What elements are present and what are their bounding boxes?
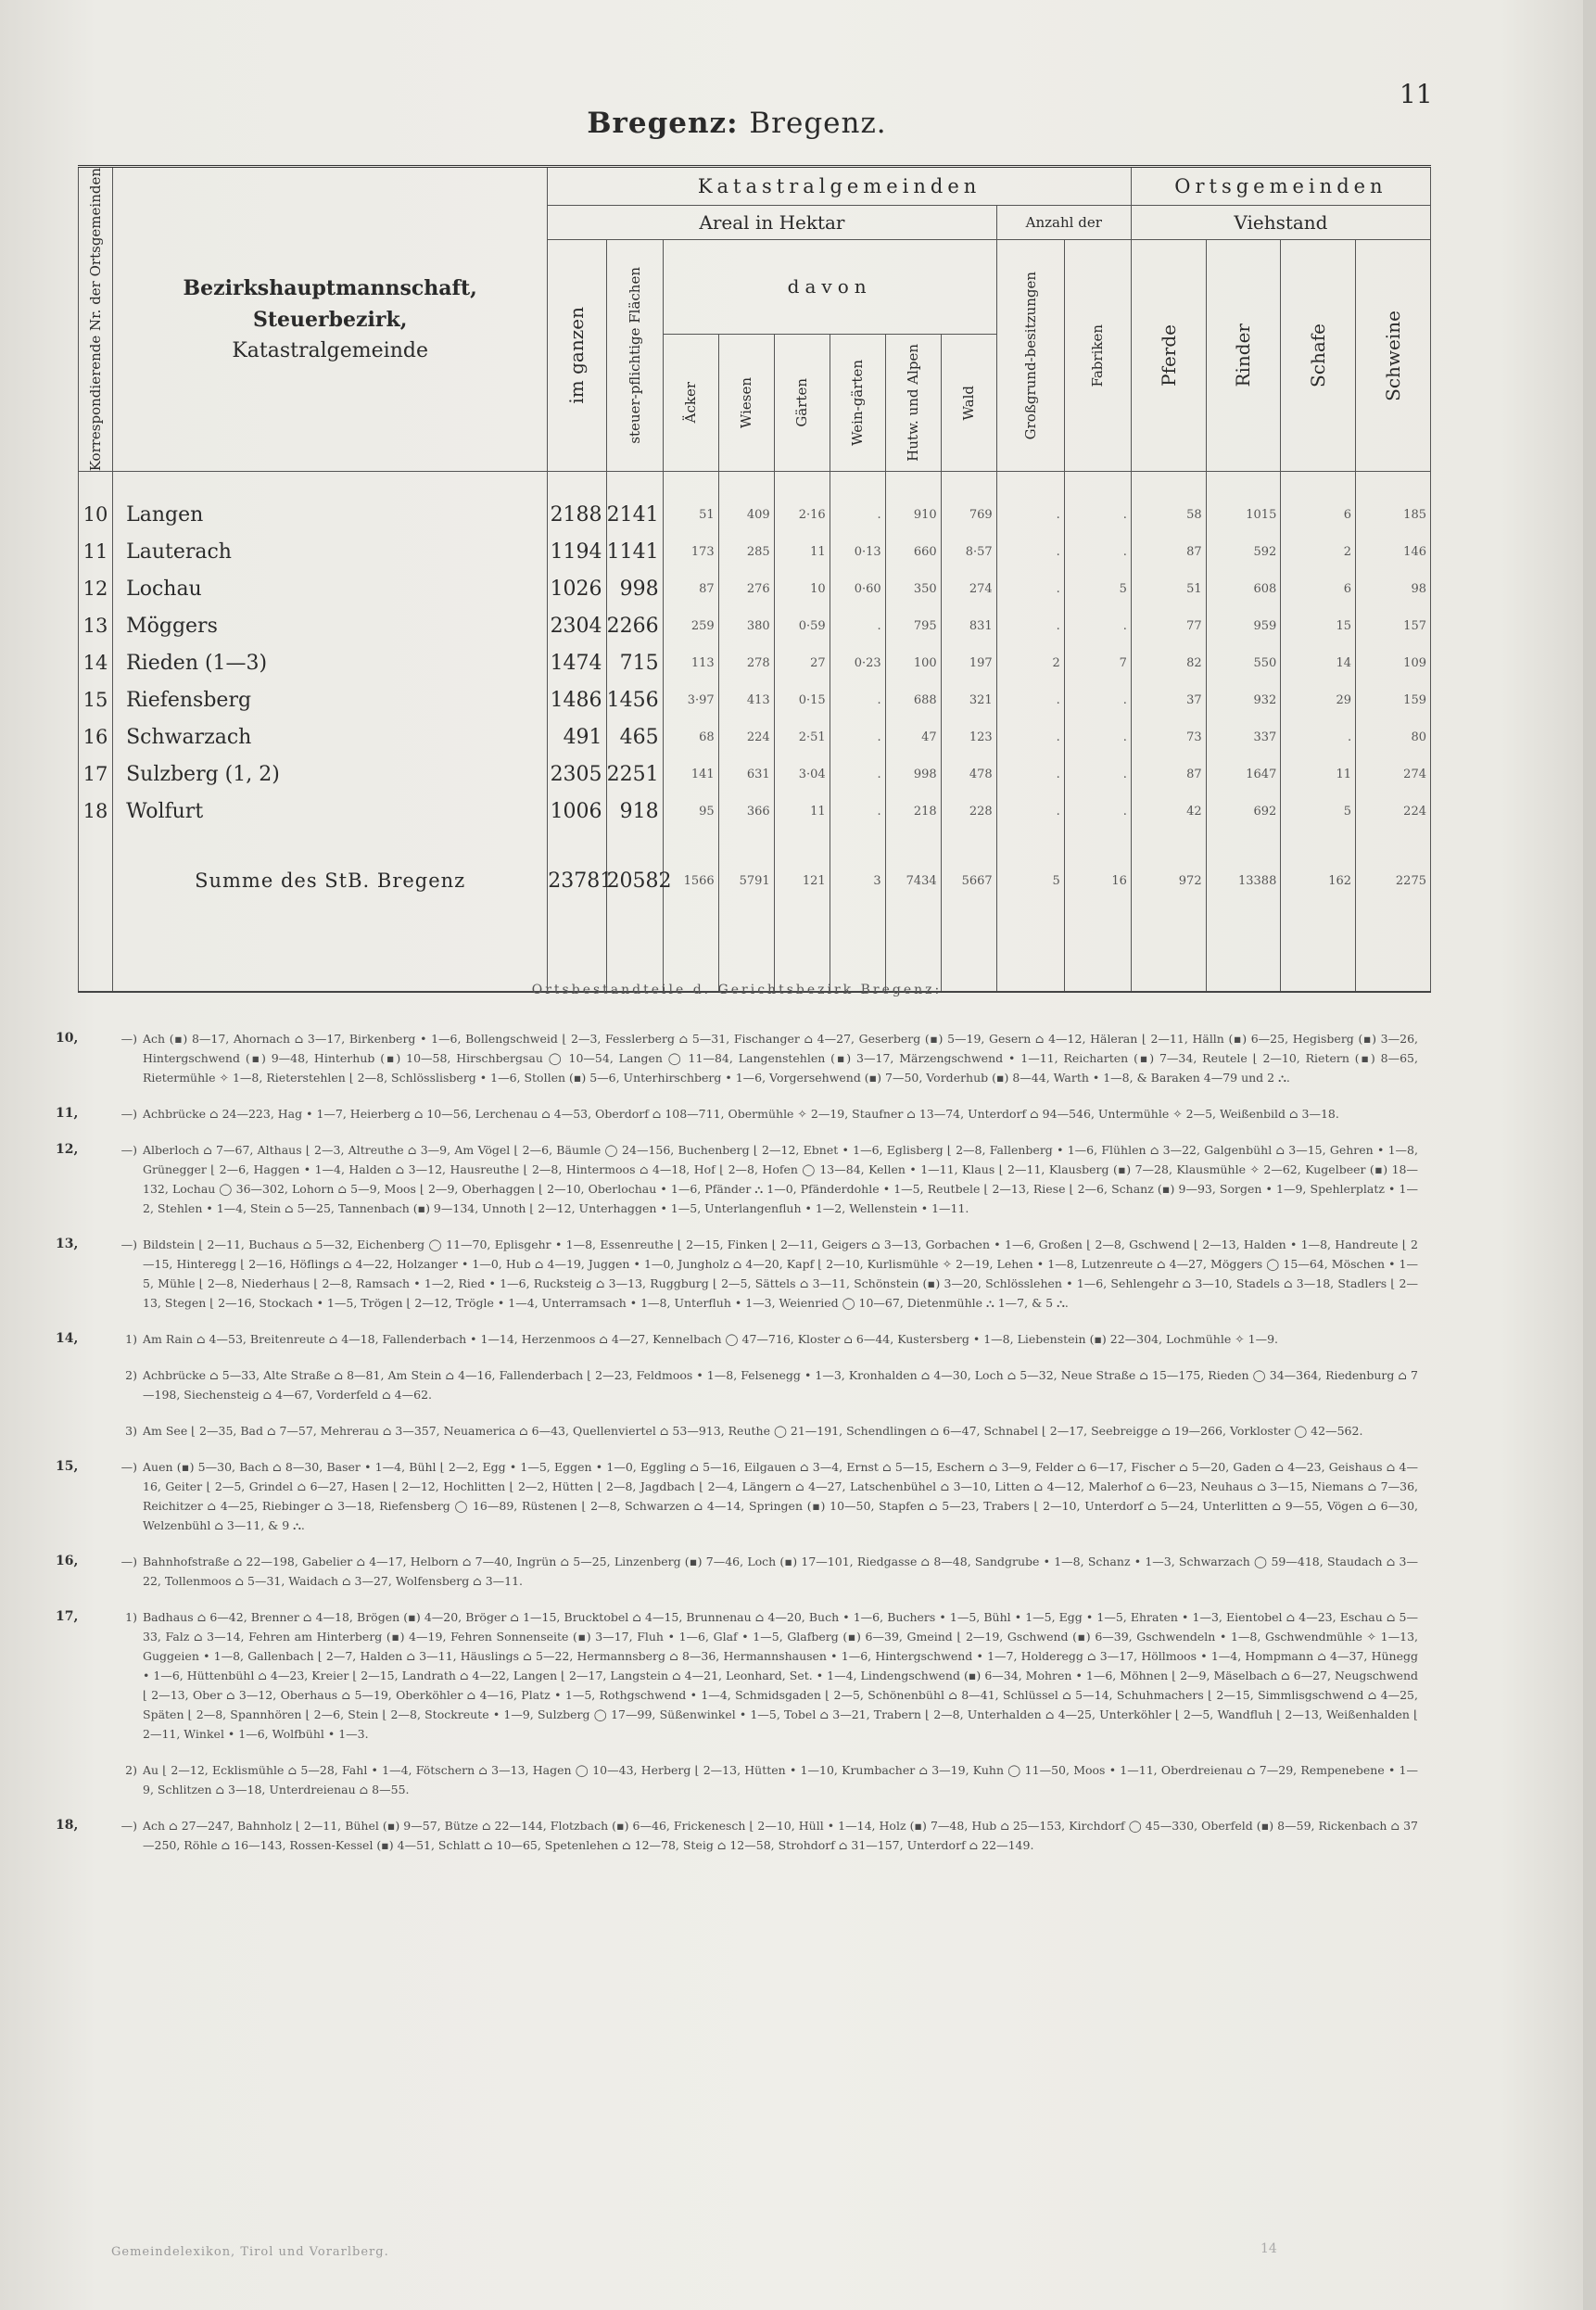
group-areal: Areal in Hektar [548, 206, 996, 240]
entry-number: 17, [56, 1609, 79, 1624]
entry-subnumber: —) [120, 1032, 137, 1046]
cell-rinder: 692 [1206, 793, 1281, 830]
cell-wiesen: 631 [718, 755, 774, 793]
col-gaerten: Gärten [774, 334, 830, 472]
sum-fabrik: 16 [1064, 854, 1131, 908]
cell-ganz: 1486 [548, 681, 606, 718]
table-row [79, 496, 1431, 533]
cell-schafe: 29 [1281, 681, 1356, 718]
cell-hutw: 350 [885, 570, 941, 607]
cell-wiesen: 224 [718, 718, 774, 755]
entry-number: 11, [56, 1106, 79, 1121]
cell-acker: 3·97 [663, 681, 718, 718]
cell-ganz: 2188 [548, 496, 606, 533]
cell-acker: 68 [663, 718, 718, 755]
row-name: Schwarzach [113, 718, 548, 755]
ortsbestandteil-entry [56, 1607, 1418, 1744]
ortsbestandteil-entry [56, 1235, 1418, 1313]
row-name: Rieden (1—3) [113, 644, 548, 681]
footer-mark: 14 [1260, 2241, 1277, 2256]
cell-rinder: 608 [1206, 570, 1281, 607]
cell-wald: 769 [941, 496, 996, 533]
cell-wald: 228 [941, 793, 996, 830]
cell-wald: 831 [941, 607, 996, 644]
sum-pferde: 972 [1131, 854, 1206, 908]
entry-number [56, 1365, 109, 1404]
cell-fabrik: . [1064, 755, 1131, 793]
cell-pferde: 82 [1131, 644, 1206, 681]
cell-wald: 8·57 [941, 533, 996, 570]
sum-hutw: 7434 [885, 854, 941, 908]
cell-hutw: 47 [885, 718, 941, 755]
sum-schafe: 162 [1281, 854, 1356, 908]
cell-rinder: 1647 [1206, 755, 1281, 793]
table-row [79, 755, 1431, 793]
cell-steuer: 1141 [606, 533, 663, 570]
entry-subnumber: 2) [125, 1368, 137, 1382]
cell-schweine: 98 [1356, 570, 1431, 607]
cell-acker: 95 [663, 793, 718, 830]
ortsbestandteil-entry [56, 1457, 1418, 1535]
entry-text: Auen (▪) 5—30, Bach ⌂ 8—30, Baser • 1—4, Bühl ⌊ 2—2, Egg • 1—5, Eggen • 1—0, Eggling ⌂ 5—16, Eilgauen ⌂ 3—4, Ernst ⌂ 5—15, Eschern ⌂ 3—9, Felder ⌂ 6—17, Fischer ⌂ 5—20, Gaden ⌂ 4—23, Geishaus ⌂ 4—16, Geiter ⌊ 2—5, Grindel ⌂ 6—27, Hasen ⌊ 2—12, Hochlitten ⌊ 2—2, Hütten ⌊ 2—8, Jagdbach ⌊ 2—4, Längern ⌂ 4—27, Latschenbühel ⌂ 3—10, Litten ⌂ 4—12, Malerhof ⌂ 6—23, Neuhaus ⌂ 3—15, Niemans ⌂ 7—36, Reichitzer ⌂ 4—25, Riebinger ⌂ 3—18, Riefensberg ◯ 16—89, Rüstenen ⌊ 2—8, Schwarzen ⌂ 4—14, Springen (▪) 10—50, Stapfen ⌂ 5—23, Trabers ⌊ 2—10, Unterdorf ⌂ 5—24, Unterlitten ⌂ 9—55, Vögen ⌂ 6—30, Welzenbühl ⌂ 3—11, & 9 ⛬. [143, 1460, 1418, 1532]
cell-schafe: . [1281, 718, 1356, 755]
cell-garten: 11 [774, 533, 830, 570]
page-title [0, 107, 1474, 140]
entry-text: Ach ⌂ 27—247, Bahnholz ⌊ 2—11, Bühel (▪) 9—57, Bütze ⌂ 22—144, Flotzbach (▪) 6—46, Frickenesch ⌊ 2—10, Hüll • 1—14, Holz (▪) 7—48, Hub ⌂ 25—153, Kirchdorf ◯ 45—330, Oberfeld (▪) 8—59, Rickenbach ⌂ 37—250, Röhle ⌂ 16—143, Rossen-Kessel (▪) 4—51, Schlatt ⌂ 10—65, Spetenlehen ⌂ 12—78, Steig ⌂ 12—58, Strohdorf ⌂ 31—157, Unterdorf ⌂ 22—149. [143, 1819, 1418, 1852]
cell-rinder: 592 [1206, 533, 1281, 570]
entry-text: Bahnhofstraße ⌂ 22—198, Gabelier ⌂ 4—17, Helborn ⌂ 7—40, Ingrün ⌂ 5—25, Linzenberg (▪) 7—46, Loch (▪) 17—101, Riedgasse ⌂ 8—48, Sandgrube • 1—8, Schanz • 1—3, Schwarzach ◯ 59—418, Staudach ⌂ 3—22, Tollenmoos ⌂ 5—31, Waidach ⌂ 3—27, Wolfensberg ⌂ 3—11. [143, 1555, 1418, 1588]
entry-number: 15, [56, 1459, 79, 1474]
cell-pferde: 58 [1131, 496, 1206, 533]
cell-wiesen: 285 [718, 533, 774, 570]
entry-text: Ach (▪) 8—17, Ahornach ⌂ 3—17, Birkenberg • 1—6, Bollengschweid ⌊ 2—3, Fesslerberg ⌂ 5—31, Fischanger ⌂ 4—27, Geserberg (▪) 5—19, Gesern ⌂ 4—12, Häleran ⌊ 2—11, Hälln (▪) 6—25, Hegisberg (▪) 3—26, Hintergschwend (▪) 9—48, Hinterhub (▪) 10—58, Hirschbergsau ◯ 10—54, Langen ◯ 11—84, Langenstehlen (▪) 3—17, Märzengschwend • 1—11, Reicharten (▪) 7—34, Reutele ⌊ 2—10, Rietern (▪) 8—65, Rietermühle ✧ 1—8, Rieterstehlen ⌊ 2—8, Schlösslisberg • 1—6, Stollen (▪) 5—6, Unterhirschberg • 1—6, Vorgersehwend (▪) 7—50, Vorderhub (▪) 8—44, Warth • 1—8, & Baraken 4—79 und 2 ⛬. [143, 1032, 1418, 1085]
row-number: 15 [79, 681, 113, 718]
cell-hutw: 910 [885, 496, 941, 533]
cell-wein: . [830, 681, 885, 718]
cell-wein: . [830, 607, 885, 644]
sum-acker: 1566 [663, 854, 718, 908]
cell-ganz: 1026 [548, 570, 606, 607]
cell-schweine: 159 [1356, 681, 1431, 718]
cell-garten: 0·15 [774, 681, 830, 718]
statistics-table [78, 165, 1431, 993]
cell-rinder: 932 [1206, 681, 1281, 718]
col-wiesen: Wiesen [718, 334, 774, 472]
entry-text: Au ⌊ 2—12, Ecklismühle ⌂ 5—28, Fahl • 1—4, Fötschern ⌂ 3—13, Hagen ◯ 10—43, Herberg ⌊ 2—13, Hütten • 1—10, Krumbacher ⌂ 3—19, Kuhn ◯ 11—50, Moos • 1—11, Oberdreienau ⌂ 7—29, Rempenebene • 1—9, Schlitzen ⌂ 3—18, Unterdreienau ⌂ 8—55. [143, 1763, 1418, 1796]
table-row [79, 793, 1431, 830]
cell-garten: 2·16 [774, 496, 830, 533]
entry-subnumber: 1) [125, 1610, 137, 1624]
sum-steuer: 20582 [606, 854, 663, 908]
col-schweine: Schweine [1356, 240, 1431, 472]
cell-pferde: 87 [1131, 533, 1206, 570]
cell-pferde: 51 [1131, 570, 1206, 607]
cell-acker: 113 [663, 644, 718, 681]
table-row [79, 570, 1431, 607]
entry-subnumber: —) [120, 1819, 137, 1833]
cell-garten: 10 [774, 570, 830, 607]
cell-pferde: 37 [1131, 681, 1206, 718]
cell-fabrik: 7 [1064, 644, 1131, 681]
cell-wein: 0·13 [830, 533, 885, 570]
group-anzahl: Anzahl der [996, 206, 1131, 240]
row-number: 17 [79, 755, 113, 793]
entry-number: 18, [56, 1818, 79, 1833]
cell-wald: 274 [941, 570, 996, 607]
cell-gross: . [996, 681, 1064, 718]
cell-rinder: 1015 [1206, 496, 1281, 533]
page-edge [1583, 0, 1596, 2310]
table-row [79, 644, 1431, 681]
cell-gross: . [996, 755, 1064, 793]
entry-subnumber: 3) [125, 1424, 137, 1438]
entry-text: Bildstein ⌊ 2—11, Buchaus ⌂ 5—32, Eichenberg ◯ 11—70, Eplisgehr • 1—8, Essenreuthe ⌊ 2—15, Finken ⌊ 2—11, Geigers ⌂ 3—13, Gorbachen • 1—6, Großen ⌊ 2—8, Gschwend ⌊ 2—13, Halden • 1—8, Handreute ⌊ 2—15, Hinteregg ⌊ 2—16, Höflings ⌂ 4—22, Holzanger • 1—0, Hub ⌂ 4—19, Juggen • 1—0, Jungholz ⌂ 4—20, Kapf ⌊ 2—10, Kurlismühle ✧ 2—19, Lehen • 1—8, Lutzenreute ⌂ 4—27, Möggers ◯ 15—64, Möschen • 1—5, Mühle ⌊ 2—8, Niederhaus ⌊ 2—8, Ramsach • 1—2, Ried • 1—6, Rucksteig ⌂ 3—13, Ruggburg ⌊ 2—5, Sättels ⌂ 3—11, Schönstein (▪) 3—20, Schlösslehen • 1—6, Sehlengehr ⌂ 3—10, Stadels ⌂ 3—18, Stadlers ⌊ 2—13, Stegen ⌊ 2—16, Stockach • 1—5, Trögen ⌊ 2—12, Trögle • 1—4, Unterramsach • 1—8, Unterfluh • 1—3, Weienried ◯ 10—67, Dietenmühle ⛬ 1—7, & 5 ⛬. [143, 1238, 1418, 1310]
footer-text: Gemeindelexikon, Tirol und Vorarlberg. [111, 2245, 389, 2259]
group-ortsgemeinden: Ortsgemeinden [1131, 167, 1430, 206]
cell-rinder: 959 [1206, 607, 1281, 644]
row-number: 12 [79, 570, 113, 607]
table-row [79, 607, 1431, 644]
cell-wiesen: 413 [718, 681, 774, 718]
sum-wein: 3 [830, 854, 885, 908]
cell-wein: . [830, 718, 885, 755]
cell-wiesen: 380 [718, 607, 774, 644]
entry-text: Alberloch ⌂ 7—67, Althaus ⌊ 2—3, Altreuthe ⌂ 3—9, Am Vögel ⌊ 2—6, Bäumle ◯ 24—156, Buchenberg ⌊ 2—12, Ebnet • 1—6, Eglisberg ⌊ 2—8, Fallenberg • 1—6, Flühlen ⌂ 3—22, Galgenbühl ⌂ 3—15, Gehren • 1—8, Grünegger ⌊ 2—6, Haggen • 1—4, Halden ⌂ 3—12, Hausreuthe ⌊ 2—8, Hintermoos ⌂ 4—18, Hof ⌊ 2—8, Hofen ◯ 13—84, Kellen • 1—11, Klaus ⌊ 2—11, Klausberg (▪) 7—28, Klausmühle ✧ 2—62, Kugelbeer (▪) 18—132, Lochau ◯ 36—302, Lohorn ⌂ 5—9, Moos ⌊ 2—9, Oberhaggen ⌊ 2—10, Oberlochau • 1—6, Pfänder ⛬ 1—0, Pfänderdohle • 1—5, Reutbele ⌊ 2—13, Riese ⌊ 2—6, Schanz (▪) 9—93, Sorgen • 1—9, Spehlerplatz • 1—2, Stehlen • 1—4, Stein ⌂ 5—25, Tannenbach (▪) 9—134, Unnoth ⌊ 2—12, Unterhaggen • 1—5, Unterlangenfluh • 1—2, Wellenstein • 1—11. [143, 1143, 1418, 1215]
cell-pferde: 42 [1131, 793, 1206, 830]
entry-number [56, 1760, 109, 1799]
ortsbestandteile-list [56, 1029, 1418, 1872]
cell-garten: 27 [774, 644, 830, 681]
cell-acker: 259 [663, 607, 718, 644]
cell-wald: 321 [941, 681, 996, 718]
cell-acker: 173 [663, 533, 718, 570]
cell-wein: 0·60 [830, 570, 885, 607]
cell-garten: 11 [774, 793, 830, 830]
col-aecker: Äcker [663, 334, 718, 472]
cell-gross: . [996, 496, 1064, 533]
row-number: 14 [79, 644, 113, 681]
entry-number: 10, [56, 1031, 79, 1046]
cell-schweine: 80 [1356, 718, 1431, 755]
cell-wein: . [830, 755, 885, 793]
cell-hutw: 660 [885, 533, 941, 570]
cell-gross: . [996, 793, 1064, 830]
cell-schweine: 274 [1356, 755, 1431, 793]
row-name: Wolfurt [113, 793, 548, 830]
cell-wiesen: 409 [718, 496, 774, 533]
cell-schweine: 146 [1356, 533, 1431, 570]
cell-steuer: 715 [606, 644, 663, 681]
col-wald: Wald [941, 334, 996, 472]
col-weingaerten: Wein-gärten [830, 334, 885, 472]
ortsbestandteil-entry [56, 1552, 1418, 1591]
cell-schafe: 6 [1281, 570, 1356, 607]
cell-acker: 141 [663, 755, 718, 793]
cell-pferde: 77 [1131, 607, 1206, 644]
cell-gross: . [996, 570, 1064, 607]
sum-row [79, 854, 1431, 908]
cell-rinder: 550 [1206, 644, 1281, 681]
entry-number: 14, [56, 1331, 79, 1346]
cell-wald: 478 [941, 755, 996, 793]
col-pferde: Pferde [1131, 240, 1206, 472]
col-hutweiden: Hutw. und Alpen [885, 334, 941, 472]
cell-schafe: 6 [1281, 496, 1356, 533]
cell-ganz: 2305 [548, 755, 606, 793]
cell-steuer: 1456 [606, 681, 663, 718]
cell-hutw: 998 [885, 755, 941, 793]
entry-text: Am Rain ⌂ 4—53, Breitenreute ⌂ 4—18, Fallenderbach • 1—14, Herzenmoos ⌂ 4—27, Kennelbach ◯ 47—716, Kloster ⌂ 6—44, Kustersberg • 1—8, Liebenstein (▪) 22—304, Lochmühle ✧ 1—9. [143, 1332, 1279, 1346]
cell-wiesen: 276 [718, 570, 774, 607]
sum-wald: 5667 [941, 854, 996, 908]
ortsbestandteile-title: Ortsbestandteile d. Gerichtsbezirk Bregenz: [531, 983, 943, 997]
cell-steuer: 2141 [606, 496, 663, 533]
col-schafe: Schafe [1281, 240, 1356, 472]
ortsbestandteil-entry [56, 1760, 1418, 1799]
row-name: Lauterach [113, 533, 548, 570]
entry-subnumber: —) [120, 1107, 137, 1121]
ortsbestandteil-entry [56, 1029, 1418, 1087]
cell-fabrik: . [1064, 496, 1131, 533]
row-name: Riefensberg [113, 681, 548, 718]
sum-ganz: 23781 [548, 854, 606, 908]
sum-wiesen: 5791 [718, 854, 774, 908]
cell-ganz: 1006 [548, 793, 606, 830]
group-davon: davon [663, 240, 996, 335]
cell-steuer: 2266 [606, 607, 663, 644]
entry-subnumber: —) [120, 1238, 137, 1251]
cell-garten: 3·04 [774, 755, 830, 793]
cell-fabrik: . [1064, 607, 1131, 644]
cell-schafe: 11 [1281, 755, 1356, 793]
cell-hutw: 688 [885, 681, 941, 718]
cell-schweine: 224 [1356, 793, 1431, 830]
row-number: 16 [79, 718, 113, 755]
row-number: 13 [79, 607, 113, 644]
sum-label: Summe des StB. Bregenz [113, 854, 548, 908]
row-name: Möggers [113, 607, 548, 644]
sum-schweine: 2275 [1356, 854, 1431, 908]
entry-number [56, 1421, 109, 1441]
cell-steuer: 918 [606, 793, 663, 830]
cell-wald: 197 [941, 644, 996, 681]
entry-text: Am See ⌊ 2—35, Bad ⌂ 7—57, Mehrerau ⌂ 3—357, Neuamerica ⌂ 6—43, Quellenviertel ⌂ 53—913, Reuthe ◯ 21—191, Schendlingen ⌂ 6—47, Schnabel ⌊ 2—17, Seebreigge ⌂ 19—266, Vorkloster ◯ 42—562. [143, 1424, 1363, 1438]
cell-fabrik: . [1064, 533, 1131, 570]
cell-steuer: 998 [606, 570, 663, 607]
entry-subnumber: —) [120, 1555, 137, 1568]
row-name: Langen [113, 496, 548, 533]
cell-schafe: 5 [1281, 793, 1356, 830]
entry-subnumber: —) [120, 1460, 137, 1474]
cell-pferde: 87 [1131, 755, 1206, 793]
table-row [79, 718, 1431, 755]
cell-ganz: 1474 [548, 644, 606, 681]
table-row [79, 681, 1431, 718]
page-number: 11 [1400, 79, 1433, 109]
cell-fabrik: . [1064, 718, 1131, 755]
cell-wein: . [830, 496, 885, 533]
ortsbestandteil-entry [56, 1365, 1418, 1404]
sum-garten: 121 [774, 854, 830, 908]
col-rinder: Rinder [1206, 240, 1281, 472]
ortsbestandteil-entry [56, 1816, 1418, 1855]
cell-hutw: 218 [885, 793, 941, 830]
cell-schafe: 15 [1281, 607, 1356, 644]
cell-wiesen: 366 [718, 793, 774, 830]
entry-subnumber: 2) [125, 1763, 137, 1777]
entry-number: 16, [56, 1554, 79, 1568]
sum-rinder: 13388 [1206, 854, 1281, 908]
cell-rinder: 337 [1206, 718, 1281, 755]
cell-gross: 2 [996, 644, 1064, 681]
cell-hutw: 100 [885, 644, 941, 681]
entry-text: Achbrücke ⌂ 5—33, Alte Straße ⌂ 8—81, Am Stein ⌂ 4—16, Fallenderbach ⌊ 2—23, Feldmoos • 1—8, Felsenegg • 1—3, Kronhalden ⌂ 4—30, Loch ⌂ 5—32, Neue Straße ⌂ 15—175, Rieden ◯ 34—364, Riedenburg ⌂ 7—198, Siechensteig ⌂ 4—67, Vorderfeld ⌂ 4—62. [143, 1368, 1418, 1402]
title-district: Bregenz: [587, 107, 739, 140]
cell-pferde: 73 [1131, 718, 1206, 755]
cell-wein: . [830, 793, 885, 830]
cell-schweine: 109 [1356, 644, 1431, 681]
entry-subnumber: —) [120, 1143, 137, 1157]
cell-gross: . [996, 607, 1064, 644]
group-katastralgemeinden: Katastralgemeinden [548, 167, 1132, 206]
entry-number: 12, [56, 1142, 79, 1157]
entry-text: Achbrücke ⌂ 24—223, Hag • 1—7, Heierberg ⌂ 10—56, Lerchenau ⌂ 4—53, Oberdorf ⌂ 108—711, Obermühle ✧ 2—19, Staufner ⌂ 13—74, Unterdorf ⌂ 94—546, Untermühle ✧ 2—5, Weißenbild ⌂ 3—18. [143, 1107, 1339, 1121]
row-name: Lochau [113, 570, 548, 607]
col-correspondence: Korrespondierende Nr. der Ortsgemeinden [79, 167, 113, 472]
cell-gross: . [996, 718, 1064, 755]
title-steuerbezirk: Bregenz. [749, 107, 887, 140]
cell-garten: 0·59 [774, 607, 830, 644]
col-im-ganzen: im ganzen [548, 240, 606, 472]
cell-wiesen: 278 [718, 644, 774, 681]
ortsbestandteil-entry [56, 1104, 1418, 1123]
cell-wald: 123 [941, 718, 996, 755]
cell-steuer: 465 [606, 718, 663, 755]
cell-acker: 87 [663, 570, 718, 607]
group-viehstand: Viehstand [1131, 206, 1430, 240]
row-number: 18 [79, 793, 113, 830]
ortsbestandteil-entry [56, 1140, 1418, 1218]
cell-ganz: 1194 [548, 533, 606, 570]
cell-schweine: 185 [1356, 496, 1431, 533]
row-name: Sulzberg (1, 2) [113, 755, 548, 793]
cell-schweine: 157 [1356, 607, 1431, 644]
row-number: 10 [79, 496, 113, 533]
cell-ganz: 2304 [548, 607, 606, 644]
cell-acker: 51 [663, 496, 718, 533]
cell-gross: . [996, 533, 1064, 570]
entry-subnumber: 1) [125, 1332, 137, 1346]
cell-ganz: 491 [548, 718, 606, 755]
cell-schafe: 14 [1281, 644, 1356, 681]
col-description: Bezirkshauptmannschaft, Steuerbezirk, Katastralgemeinde [113, 167, 548, 472]
table-row [79, 533, 1431, 570]
row-number: 11 [79, 533, 113, 570]
cell-fabrik: 5 [1064, 570, 1131, 607]
cell-hutw: 795 [885, 607, 941, 644]
sum-gross: 5 [996, 854, 1064, 908]
cell-steuer: 2251 [606, 755, 663, 793]
cell-garten: 2·51 [774, 718, 830, 755]
cell-schafe: 2 [1281, 533, 1356, 570]
col-fabriken: Fabriken [1064, 240, 1131, 472]
col-grossgrund: Großgrund-besitzungen [996, 240, 1064, 472]
col-steuerpflichtig: steuer-pflichtige Flächen [606, 240, 663, 472]
cell-fabrik: . [1064, 793, 1131, 830]
cell-fabrik: . [1064, 681, 1131, 718]
entry-number: 13, [56, 1237, 79, 1251]
ortsbestandteil-entry [56, 1421, 1418, 1441]
ortsbestandteil-entry [56, 1329, 1418, 1349]
cell-wein: 0·23 [830, 644, 885, 681]
entry-text: Badhaus ⌂ 6—42, Brenner ⌂ 4—18, Brögen (▪) 4—20, Bröger ⌂ 1—15, Brucktobel ⌂ 4—15, Brunnenau ⌂ 4—20, Buch • 1—6, Buchers • 1—5, Bühl • 1—5, Egg • 1—5, Ehraten • 1—3, Eientobel ⌂ 4—23, Eschau ⌂ 5—33, Falz ⌂ 3—14, Fehren am Hinterberg (▪) 4—19, Fehren Sonnenseite (▪) 3—17, Fluh • 1—6, Glaf • 1—5, Glafberg (▪) 6—39, Gmeind ⌊ 2—19, Gschwend (▪) 6—39, Gschwendeln • 1—8, Gschwendmühle ✧ 1—13, Guggeien • 1—8, Gallenbach ⌊ 2—7, Halden ⌂ 3—11, Häuslings ⌂ 5—22, Hermannsberg ⌂ 8—36, Hermannshausen • 1—6, Hintergschwend • 1—7, Holderegg ⌂ 3—17, Höllmoos • 1—4, Hompmann ⌂ 4—37, Hünegg • 1—6, Hüttenbühl ⌂ 4—23, Kreier ⌊ 2—15, Landrath ⌂ 4—22, Langen ⌊ 2—17, Langstein ⌂ 4—21, Leonhard, Set. • 1—4, Lindengschwend (▪) 6—34, Mohren • 1—6, Möhnen ⌊ 2—9, Mäselbach ⌂ 6—27, Neugschwend ⌊ 2—13, Ober ⌂ 3—12, Oberhaus ⌂ 5—19, Oberköhler ⌂ 4—16, Platz • 1—5, Rothgschwend • 1—4, Schmidsgaden ⌊ 2—5, Schönenbühl ⌂ 8—41, Schlüssel ⌂ 5—14, Schuhmachers ⌊ 2—15, Simmlisgschwend ⌂ 4—25, Späten ⌊ 2—8, Spannhören ⌊ 2—6, Stein ⌊ 2—8, Stockreute • 1—9, Sulzberg ◯ 17—99, Süßenwinkel • 1—5, Tobel ⌂ 3—21, Trabern ⌊ 2—8, Unterhalden ⌂ 4—25, Unterköhler ⌊ 2—5, Wandfluh ⌊ 2—13, Weißenhalden ⌊ 2—11, Winkel • 1—6, Wolfbühl • 1—3. [143, 1610, 1418, 1741]
